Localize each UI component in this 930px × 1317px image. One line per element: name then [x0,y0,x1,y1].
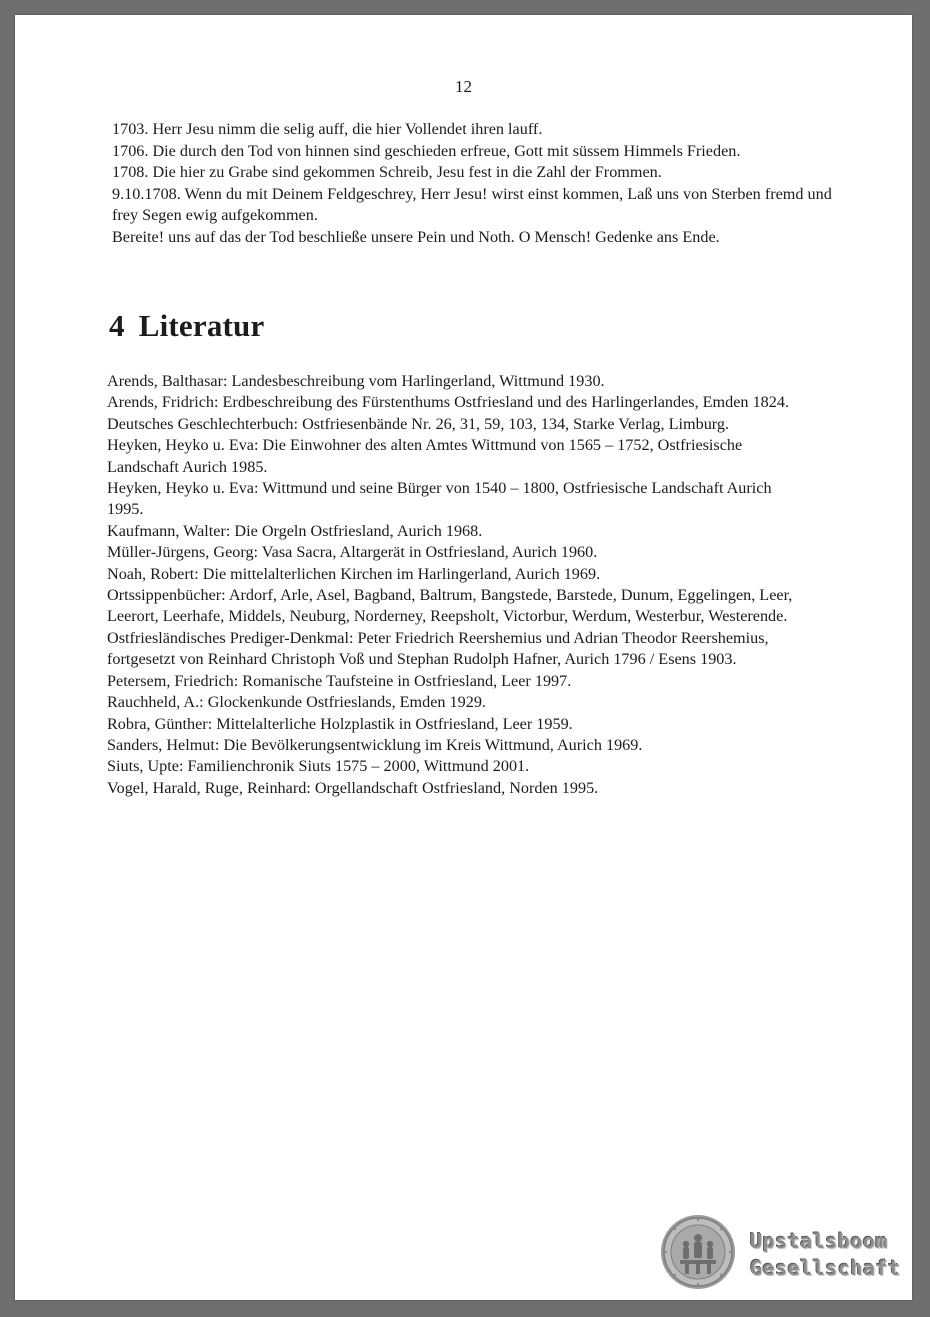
literature-entry: Müller-Jürgens, Georg: Vasa Sacra, Altargerät in Ostfriesland, Aurich 1960. [107,543,598,562]
literature-entry: Deutsches Geschlechterbuch: Ostfriesenbände Nr. 26, 31, 59, 103, 134, Starke Verlag, Limburg. [107,414,730,433]
logo-line-2: Gesellschaft [750,1256,901,1280]
page-number: 12 [455,77,472,96]
literature-entry: Noah, Robert: Die mittelalterlichen Kirchen im Harlingerland, Aurich 1969. [107,564,601,583]
seal-logo-icon [660,1214,736,1290]
literature-entry: Arends, Fridrich: Erdbeschreibung des Fürstenthums Ostfriesland und des Harlingerlandes, Emden 1824. [107,393,789,412]
literature-list [107,371,797,799]
literature-entry: Kaufmann, Walter: Die Orgeln Ostfriesland, Aurich 1968. [107,521,483,540]
literature-entry: Siuts, Upte: Familienchronik Siuts 1575 – 2000, Wittmund 2001. [107,757,530,776]
literature-entry: Ostfriesländisches Prediger-Denkmal: Peter Friedrich Reershemius und Adrian Theodor Reershemius, fortgesetzt von Reinhard Christoph Voß und Stephan Rudolph Hafner, Aurich 1796 / Esens 1903. [107,628,769,669]
inscription-line: Bereite! uns auf das der Tod beschließe unsere Pein und Noth. O Mensch! Gedenke ans Ende. [112,227,720,246]
inscription-line: 1708. Die hier zu Grabe sind gekommen Schreib, Jesu fest in die Zahl der Frommen. [112,163,662,182]
literature-entry: Ortssippenbücher: Ardorf, Arle, Asel, Bagband, Baltrum, Bangstede, Barstede, Dunum, Eggelingen, Leer, Leerort, Leerhafe, Middels, Neuburg, Norderney, Reepsholt, Victorbur, Werdum, Westerbur, Westerende. [107,586,793,626]
literature-entry: Vogel, Harald, Ruge, Reinhard: Orgellandschaft Ostfriesland, Norden 1995. [107,778,599,797]
literature-entry: Rauchheld, A.: Glockenkunde Ostfrieslands, Emden 1929. [107,693,486,712]
section-heading [109,308,264,344]
literature-entry: Petersem, Friedrich: Romanische Taufsteine in Ostfriesland, Leer 1997. [107,671,572,690]
document-page [15,15,912,1300]
section-title: Literatur [138,308,265,343]
inscription-line: 1703. Herr Jesu nimm die selig auff, die hier Vollendet ihren lauff. [112,120,543,138]
inscription-line: 1706. Die durch den Tod von hinnen sind geschieden erfreue, Gott mit süssem Himmels Frieden. [112,141,741,160]
logo-line-1: Upstalsboom [750,1229,888,1253]
inscription-line: 9.10.1708. Wenn du mit Deinem Feldgeschrey, Herr Jesu! wirst einst kommen, Laß uns von Sterben fremd und frey Segen ewig aufgekommen. [112,184,832,225]
literature-entry: Sanders, Helmut: Die Bevölkerungsentwicklung im Kreis Wittmund, Aurich 1969. [107,735,643,754]
section-number: 4 [109,308,125,343]
literature-entry: Arends, Balthasar: Landesbeschreibung vom Harlingerland, Wittmund 1930. [107,372,605,390]
literature-entry: Heyken, Heyko u. Eva: Wittmund und seine Bürger von 1540 – 1800, Ostfriesische Landschaft Aurich 1995. [107,479,772,519]
society-logo-text [750,1228,901,1282]
literature-entry: Robra, Günther: Mittelalterliche Holzplastik in Ostfriesland, Leer 1959. [107,714,573,733]
inscriptions-block [112,119,832,249]
literature-entry: Heyken, Heyko u. Eva: Die Einwohner des alten Amtes Wittmund von 1565 – 1752, Ostfriesische Landschaft Aurich 1985. [107,436,743,476]
